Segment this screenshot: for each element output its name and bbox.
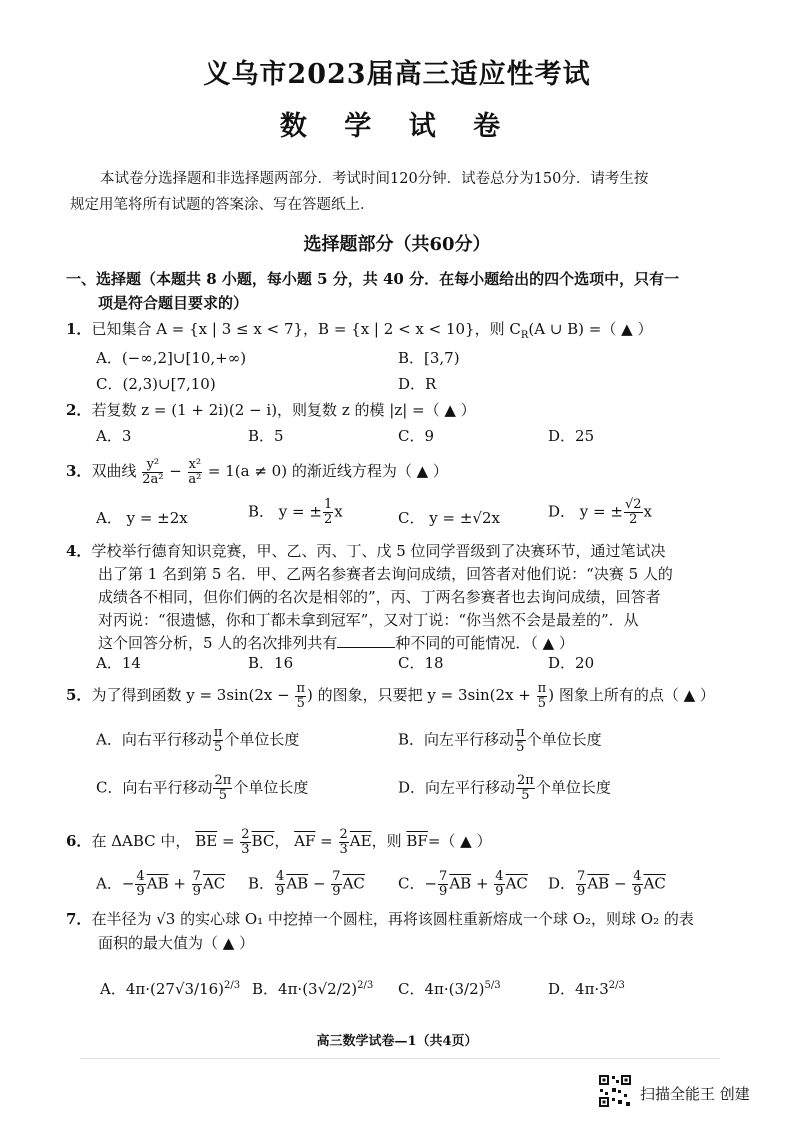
q4-option-b: B．16: [248, 654, 294, 672]
q1-sub: R: [520, 330, 529, 341]
q6-option-a: A．− $\frac{4}{9}$ $\overline{AB}$ + $\frac{7}{9}$ $\overline{AC}$: [96, 869, 226, 899]
q2-text: 若复数 z = (1 + 2i)(2 − i)，则复数 z 的模 |z| =（ ▲ ）: [91, 401, 476, 419]
q7-line-1: [66, 906, 694, 932]
q4-line-4: 对丙说：“很遗憾，你和丁都未拿到冠军”，又对丁说：“你当然不会是最差的”．从: [98, 611, 639, 629]
q7-line-2: 面积的最大值为（ ▲ ）: [98, 934, 255, 952]
scanner-brand: 扫描全能王 创建: [640, 1085, 750, 1103]
exam-subtitle: 数 学 试 卷: [279, 111, 515, 142]
intro-line-1: 本试卷分选择题和非选择题两部分．考试时间120分钟．试卷总分为150分．请考生按: [100, 171, 649, 187]
q4-text-5a: 这个回答分析，5 人的名次排列共有: [98, 634, 338, 652]
q5-text-1: 为了得到函数 y = 3sin(2x −: [91, 686, 290, 704]
q4-number: 4．: [66, 542, 92, 560]
q7-number: 7．: [66, 910, 92, 928]
q4-option-a: A．14: [96, 654, 141, 672]
q3-frac-2: $\frac{\text{x²}}{\text{a²}}$: [188, 456, 202, 487]
q6-option-c: C．− $\frac{7}{9}$ $\overline{AB}$ + $\frac{4}{9}$ $\overline{AC}$: [398, 869, 528, 899]
q2-number: 2．: [66, 401, 92, 419]
q4-option-d: D．20: [548, 654, 595, 672]
q6-option-d: D． $\frac{7}{9}$ $\overline{AB}$ − $\frac{4}{9}$ $\overline{AC}$: [548, 869, 666, 899]
q5-option-c: C．向右平行移动 $\frac{2\pi}{5}$ 个单位长度: [96, 773, 309, 803]
q3-frac-1: $\frac{\text{y²}}{\text{2a²}}$: [142, 456, 164, 487]
q1-stem: [66, 316, 652, 349]
q5-frac-1: $\frac{\pi}{5}$: [296, 680, 306, 711]
footer-divider: [80, 1058, 720, 1059]
q3-stem: 3．双曲线 $\frac{\text{y²}}{\text{2a²}}$ − $\frac{\text{x²}}{\text{a²}}$ = 1(a ≠ 0) 的渐近线方程为（ ▲ ）: [66, 456, 448, 487]
part1-heading-2: 项是符合题目要求的）: [98, 294, 249, 312]
q1-number: 1．: [66, 320, 92, 338]
page-footer: 高三数学试卷—1（共4页）: [316, 1034, 478, 1049]
q2-option-b: B．5: [248, 427, 284, 445]
q2-stem: [66, 397, 476, 423]
q5-option-a: A．向右平行移动 $\frac{\pi}{5}$ 个单位长度: [96, 725, 300, 755]
q2-option-c: C．9: [398, 427, 435, 445]
q7-option-a: A．$4\pi\cdot(27√3/16)^{2/3}$: [100, 980, 241, 998]
q6-option-b: B． $\frac{4}{9}$ $\overline{AB}$ − $\frac{7}{9}$ $\overline{AC}$: [248, 869, 365, 899]
q3-option-c: C． y = ±√2x: [398, 509, 500, 527]
q5-text-3: ) 图象上所有的点（ ▲ ）: [548, 686, 715, 704]
q4-answer-blank: [337, 647, 395, 648]
q6-number: 6．: [66, 832, 92, 850]
q5-text-2: ) 的图象，只要把 y = 3sin(2x +: [307, 686, 531, 704]
q5-option-d: D．向左平行移动 $\frac{2\pi}{5}$ 个单位长度: [398, 773, 611, 803]
q4-line-3: 成绩各不相同，但你们俩的名次是相邻的”，丙、丁两名参赛者也去询问成绩，回答者: [98, 588, 661, 606]
q1-option-c: C．(2,3)∪[7,10): [96, 375, 216, 393]
q1-option-b: B．[3,7): [398, 349, 460, 367]
q6-text-1: 在 ΔABC 中，: [91, 832, 191, 850]
q3-option-d-pre: D． y = ±: [548, 502, 623, 521]
section-heading: 选择题部分（共60分）: [303, 234, 491, 255]
q3-text-post: = 1(a ≠ 0) 的渐近线方程为（ ▲ ）: [207, 462, 448, 480]
q2-option-d: D．25: [548, 427, 595, 445]
q4-line-5: [98, 630, 574, 656]
q7-option-d: D．$4\pi\cdot 3^{2/3}$: [548, 980, 625, 998]
q3-option-b: B． y = ± $\frac{1}{2}$ x: [248, 497, 343, 527]
q7-text-1: 在半径为 √3 的实心球 O₁ 中挖掉一个圆柱，再将该圆柱重新熔成一个球 O₂，则球 O₂ 的表: [91, 910, 694, 928]
q4-text-1: 学校举行德育知识竞赛，甲、乙、丙、丁、戊 5 位同学晋级到了决赛环节，通过笔试决: [91, 542, 666, 560]
q5-frac-2: $\frac{\pi}{5}$: [537, 680, 547, 711]
q6-stem: 6．在 ΔABC 中， $\overline{BE}$ = $\frac{2}{3}$ $\overline{BC}$， $\overline{AF}$ = $\frac{2}{3}$ $\overline{AE}$，则 $\overline{BF}=$（ ▲ ）: [66, 826, 492, 857]
q4-option-c: C．18: [398, 654, 444, 672]
part1-heading-1: 一、选择题（本题共 8 小题，每小题 5 分，共 40 分．在每小题给出的四个选项中，只有一: [66, 270, 680, 288]
q3-option-a: A． y = ±2x: [96, 509, 188, 527]
q4-line-2: 出了第 1 名到第 5 名．甲、乙两名参赛者去询问成绩，回答者对他们说：“决赛 5 人的: [98, 565, 673, 583]
q1-option-d: D．R: [398, 375, 437, 393]
q7-option-b: B．$4\pi\cdot(3√2/2)^{2/3}$: [252, 980, 374, 998]
intro-line-2: 规定用笔将所有试题的答案涂、写在答题纸上．: [70, 197, 375, 213]
q4-text-5b: 种不同的可能情况．（ ▲ ）: [395, 634, 574, 652]
qr-code-icon: [598, 1074, 632, 1108]
q7-option-c: C．$4\pi\cdot(3/2)^{5/3}$: [398, 980, 501, 998]
q5-number: 5．: [66, 686, 92, 704]
q1-text: 已知集合 A = {x | 3 ≤ x < 7}，B = {x | 2 < x < 10}，则 C: [91, 320, 521, 338]
exam-title: 义乌市2023届高三适应性考试: [203, 59, 591, 90]
q3-number: 3．: [66, 462, 92, 480]
q1-option-a: A．(−∞,2]∪[10,+∞): [96, 349, 247, 367]
q2-option-a: A．3: [96, 427, 132, 445]
q3-option-d: D． y = ± $\frac{√2}{2}$ x: [548, 497, 652, 527]
q5-option-b: B．向左平行移动 $\frac{\pi}{5}$ 个单位长度: [398, 725, 602, 755]
q3-text-pre: 双曲线: [91, 462, 137, 480]
q1-text-end: (A ∪ B) =（ ▲ ）: [528, 320, 653, 338]
q5-stem: [66, 678, 715, 712]
q3-option-b-pre: B． y = ±: [248, 502, 322, 521]
